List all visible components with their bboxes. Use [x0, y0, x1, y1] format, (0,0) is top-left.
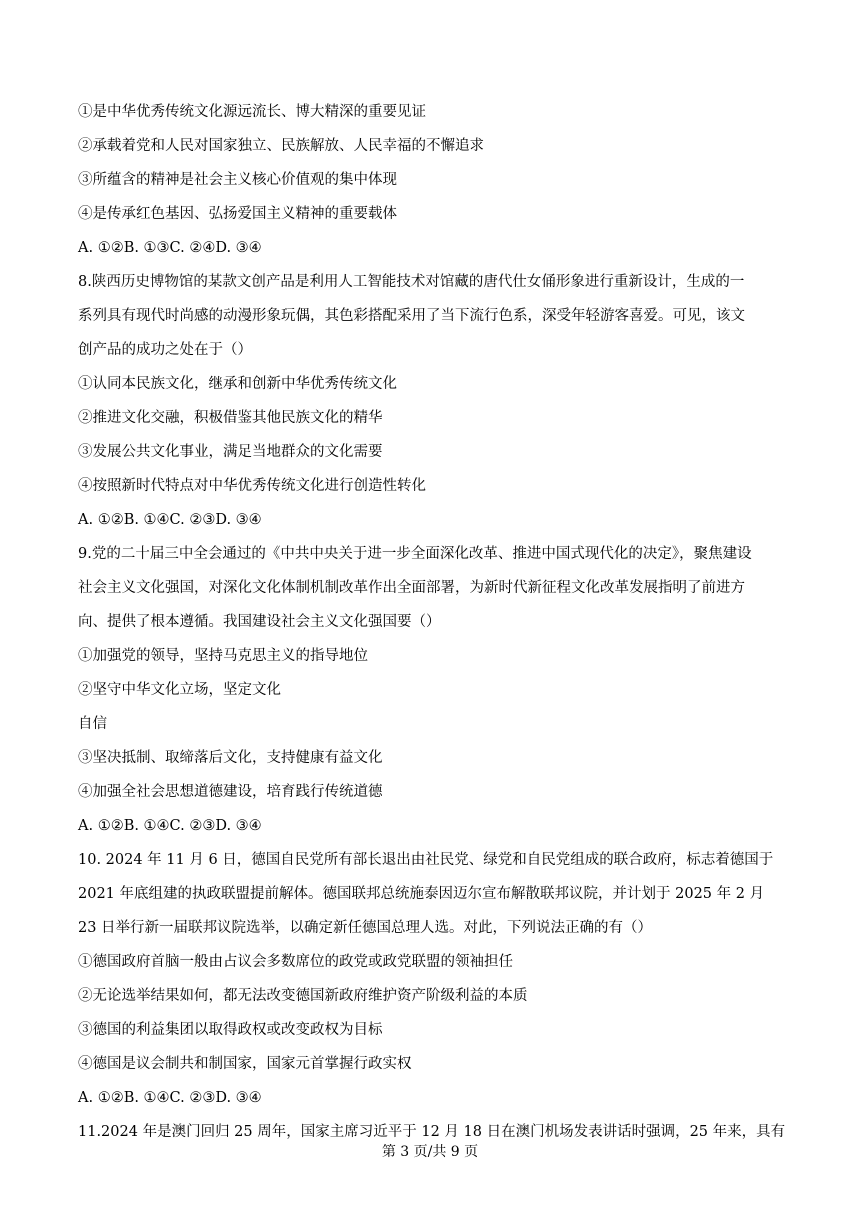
q10-option-4: ④德国是议会制共和制国家，国家元首掌握行政实权	[78, 1056, 412, 1072]
q7-answer-choices: A. ①②B. ①③C. ②④D. ③④	[78, 240, 262, 256]
q8-option-2: ②推进文化交融，积极借鉴其他民族文化的精华	[78, 410, 383, 426]
q10-option-3: ③德国的利益集团以取得政权或改变政权为目标	[78, 1022, 383, 1038]
q9-option-3: ③坚决抵制、取缔落后文化，支持健康有益文化	[78, 750, 383, 766]
q9-option-4: ④加强全社会思想道德建设，培育践行传统道德	[78, 784, 383, 800]
page-number-footer: 第 3 页/共 9 页	[381, 1144, 479, 1160]
q10-stem-line-3: 23 日举行新一届联邦议院选举，以确定新任德国总理人选。对此，下列说法正确的有（）	[78, 920, 653, 936]
q10-stem-line-2: 2021 年底组建的执政联盟提前解体。德国联邦总统施泰因迈尔宣布解散联邦议院，并计划于 2025 年 2 月	[78, 886, 765, 902]
q8-option-3: ③发展公共文化事业，满足当地群众的文化需要	[78, 444, 383, 460]
q7-option-4: ④是传承红色基因、弘扬爱国主义精神的重要载体	[78, 206, 397, 222]
q10-option-2: ②无论选举结果如何，都无法改变德国新政府维护资产阶级利益的本质	[78, 988, 528, 1004]
q10-stem-line-1: 10. 2024 年 11 月 6 日，德国自民党所有部长退出由社民党、绿党和自民党组成的联合政府，标志着德国于	[78, 852, 774, 868]
q9-option-2-continued: 自信	[78, 716, 107, 732]
q9-stem-line-3: 向、提供了根本遵循。我国建设社会主义文化强国要（）	[78, 614, 441, 630]
q8-answer-choices: A. ①②B. ①④C. ②③D. ③④	[78, 512, 262, 528]
q8-option-4: ④按照新时代特点对中华优秀传统文化进行创造性转化	[78, 478, 426, 494]
q7-option-1: ①是中华优秀传统文化源远流长、博大精深的重要见证	[78, 104, 426, 120]
q9-option-2: ②坚守中华文化立场，坚定文化	[78, 682, 281, 698]
page-content	[78, 95, 786, 1149]
q9-stem-line-2: 社会主义文化强国，对深化文化体制机制改革作出全面部署，为新时代新征程文化改革发展指明了前进方	[78, 580, 745, 596]
q9-option-1: ①加强党的领导，坚持马克思主义的指导地位	[78, 648, 368, 664]
q9-answer-choices: A. ①②B. ①④C. ②③D. ③④	[78, 818, 262, 834]
q10-option-1: ①德国政府首脑一般由占议会多数席位的政党或政党联盟的领袖担任	[78, 954, 513, 970]
q8-stem-line-1: 8.陕西历史博物馆的某款文创产品是利用人工智能技术对馆藏的唐代仕女俑形象进行重新设计，生成的一	[78, 274, 745, 290]
q8-stem-line-2: 系列具有现代时尚感的动漫形象玩偶，其色彩搭配采用了当下流行色系，深受年轻游客喜爱。可见，该文	[78, 308, 745, 324]
q7-option-2: ②承载着党和人民对国家独立、民族解放、人民幸福的不懈追求	[78, 138, 484, 154]
q8-stem-line-3: 创产品的成功之处在于（）	[78, 342, 252, 358]
q10-answer-choices: A. ①②B. ①④C. ②③D. ③④	[78, 1090, 262, 1106]
q7-option-3: ③所蕴含的精神是社会主义核心价值观的集中体现	[78, 172, 397, 188]
q11-stem-line-1: 11.2024 年是澳门回归 25 周年，国家主席习近平于 12 月 18 日在澳门机场发表讲话时强调，25 年来，具有	[78, 1124, 786, 1140]
q8-option-1: ①认同本民族文化，继承和创新中华优秀传统文化	[78, 376, 397, 392]
q9-stem-line-1: 9.党的二十届三中全会通过的《中共中央关于进一步全面深化改革、推进中国式现代化的决定》，聚焦建设	[78, 546, 752, 562]
